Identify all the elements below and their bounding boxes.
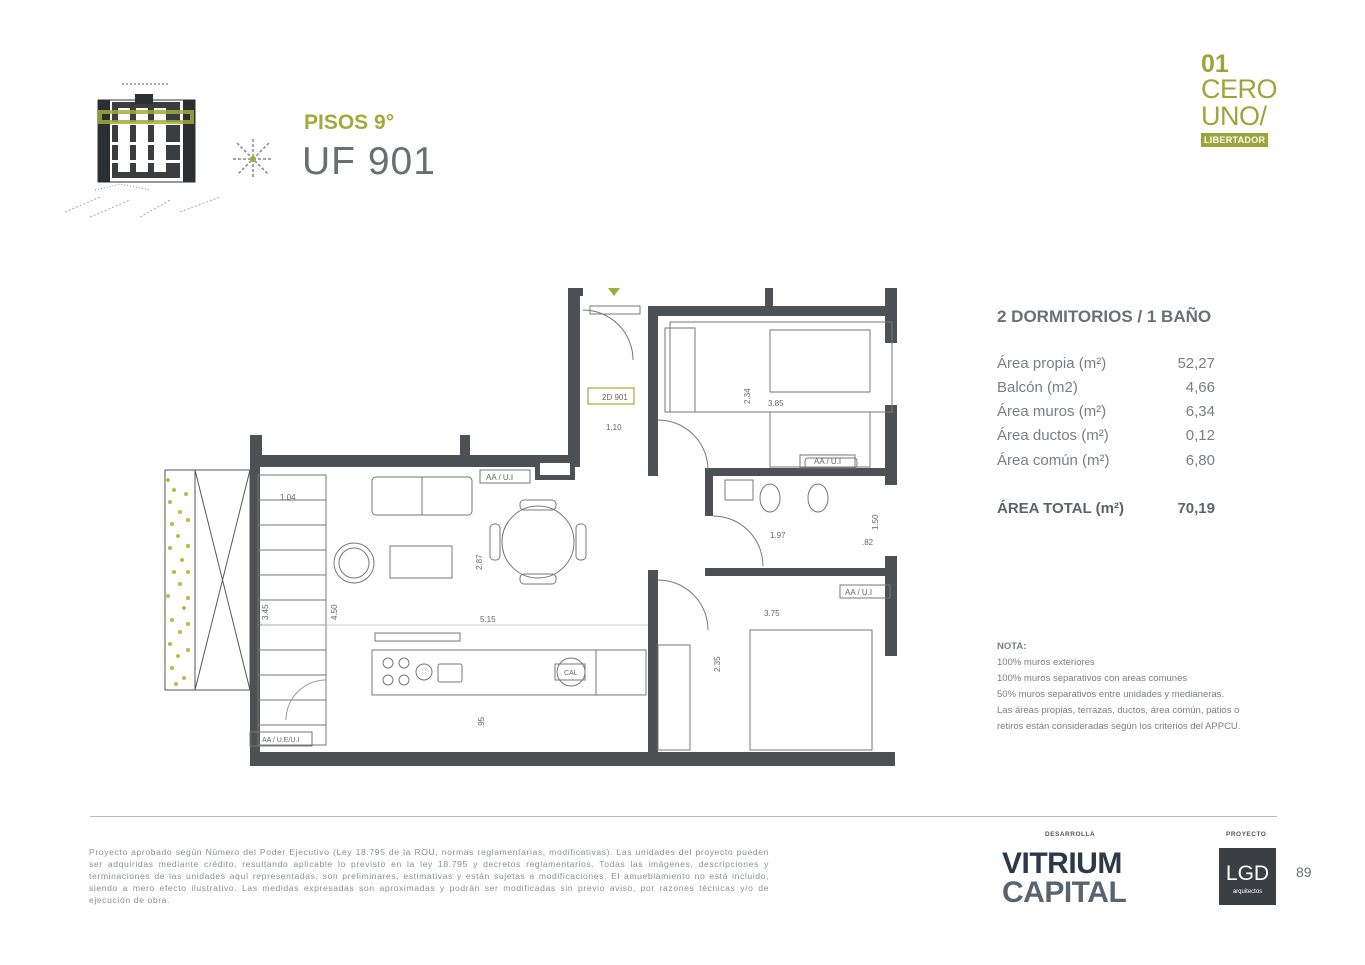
- dim-3: 4.50: [330, 604, 339, 620]
- cero-uno-logo: [1201, 52, 1291, 148]
- page-number: 89: [1296, 864, 1312, 880]
- dim-5: 5.15: [480, 615, 496, 624]
- floor-plan: [150, 280, 920, 770]
- total-label: ÁREA TOTAL (m²): [997, 500, 1124, 517]
- note-line: 100% muros exteriores: [997, 657, 1095, 668]
- dim-2: 2.87: [475, 554, 484, 570]
- note-line: Las áreas propias, terrazas, ductos, área común, patios o: [997, 705, 1240, 716]
- area-label: Balcón (m2): [997, 379, 1078, 396]
- compass-icon: [229, 135, 277, 183]
- dim-7: 1.10: [606, 423, 622, 432]
- dim-14: 2.35: [713, 656, 722, 672]
- unit-tag: 2D 901: [602, 393, 628, 402]
- area-row-balcony: [997, 379, 1215, 396]
- unit-title: UF 901: [302, 140, 436, 183]
- area-label: Área ductos (m²): [997, 427, 1109, 444]
- developer-line2: CAPITAL: [1002, 876, 1127, 909]
- total-value: 70,19: [1177, 500, 1215, 517]
- ac-label-4: AA / U.E/U.I: [262, 737, 300, 744]
- logo-line2: UNO/: [1201, 101, 1267, 131]
- ac-label-1: AA / U.I: [486, 473, 514, 482]
- building-key-plan: [60, 72, 225, 222]
- developer-caption: DESARROLLA: [1045, 831, 1096, 838]
- area-row-walls: [997, 403, 1215, 420]
- logo-line1: CERO: [1201, 74, 1278, 104]
- area-label: Área común (m²): [997, 452, 1110, 469]
- ac-label-2: AA / U.I: [814, 457, 842, 466]
- dim-8: 2.34: [743, 388, 752, 404]
- legal-disclaimer: Proyecto aprobado según Número del Poder Ejecutivo (Ley 18.795 de la ROU, normas reglamentarias, modificativas). Las unidades del proyecto pueden ser adquiridas mediante crédito, resultando aplicable lo previsto en la ley 18.795 y decretos reglamentarios. Todas las imágenes, descripciones y terminaciones de las unidades aquí representadas, son preliminares, estimativas y están sujetas a modificaciones. El amueblamiento no está incluido, siendo a mero efecto ilustrativo. Las medidas expresadas son aproximadas y podrán ser modificadas sin previo aviso, por razones técnicas y/o de ejecución de obra.: [89, 847, 769, 905]
- footer-divider: [90, 816, 1277, 817]
- logo-number: 01: [1201, 50, 1229, 78]
- area-value: 0,12: [1185, 427, 1215, 444]
- dim-10: 1.97: [770, 531, 786, 540]
- dim-9: 3.85: [768, 399, 784, 408]
- architect-logo-text: LGD: [1225, 862, 1270, 885]
- area-value: 6,80: [1185, 452, 1215, 469]
- dim-12: 1.50: [871, 514, 880, 530]
- project-caption: PROYECTO: [1226, 831, 1267, 838]
- architect-logo: [1219, 848, 1276, 905]
- area-row-common: [997, 452, 1215, 469]
- logo-badge: LIBERTADOR: [1201, 133, 1268, 147]
- note-block: [997, 639, 1297, 735]
- developer-line1: VITRIUM: [1002, 847, 1122, 880]
- floor-label: PISOS 9°: [304, 111, 395, 134]
- architect-logo-sub: arquitectos: [1232, 889, 1263, 895]
- area-row-own: [997, 355, 1215, 372]
- area-row-ducts: [997, 427, 1215, 444]
- bedrooms-title: 2 DORMITORIOS / 1 BAÑO: [997, 307, 1212, 326]
- note-line: 50% muros separativos entre unidades y medianeras.: [997, 689, 1225, 700]
- note-heading: NOTA:: [997, 641, 1027, 652]
- cal-label: CAL: [564, 670, 578, 677]
- area-value: 52,27: [1177, 355, 1215, 372]
- developer-logo: [1002, 849, 1126, 907]
- area-value: 4,66: [1185, 379, 1215, 396]
- ac-label-3: AA / U.I: [845, 588, 873, 597]
- dim-4: 3.45: [261, 604, 270, 620]
- note-line: retiros están consideradas según los criterios del APPCU.: [997, 721, 1241, 732]
- dim-1: 1.04: [280, 493, 296, 502]
- note-line: 100% muros separativos con areas comunes: [997, 673, 1188, 684]
- area-value: 6,34: [1185, 403, 1215, 420]
- dim-13: 3.75: [764, 609, 780, 618]
- dim-6: .95: [477, 716, 486, 728]
- area-row-total: [997, 500, 1215, 517]
- area-label: Área muros (m²): [997, 403, 1107, 420]
- dim-11: .82: [862, 538, 874, 547]
- area-label: Área propia (m²): [997, 355, 1107, 372]
